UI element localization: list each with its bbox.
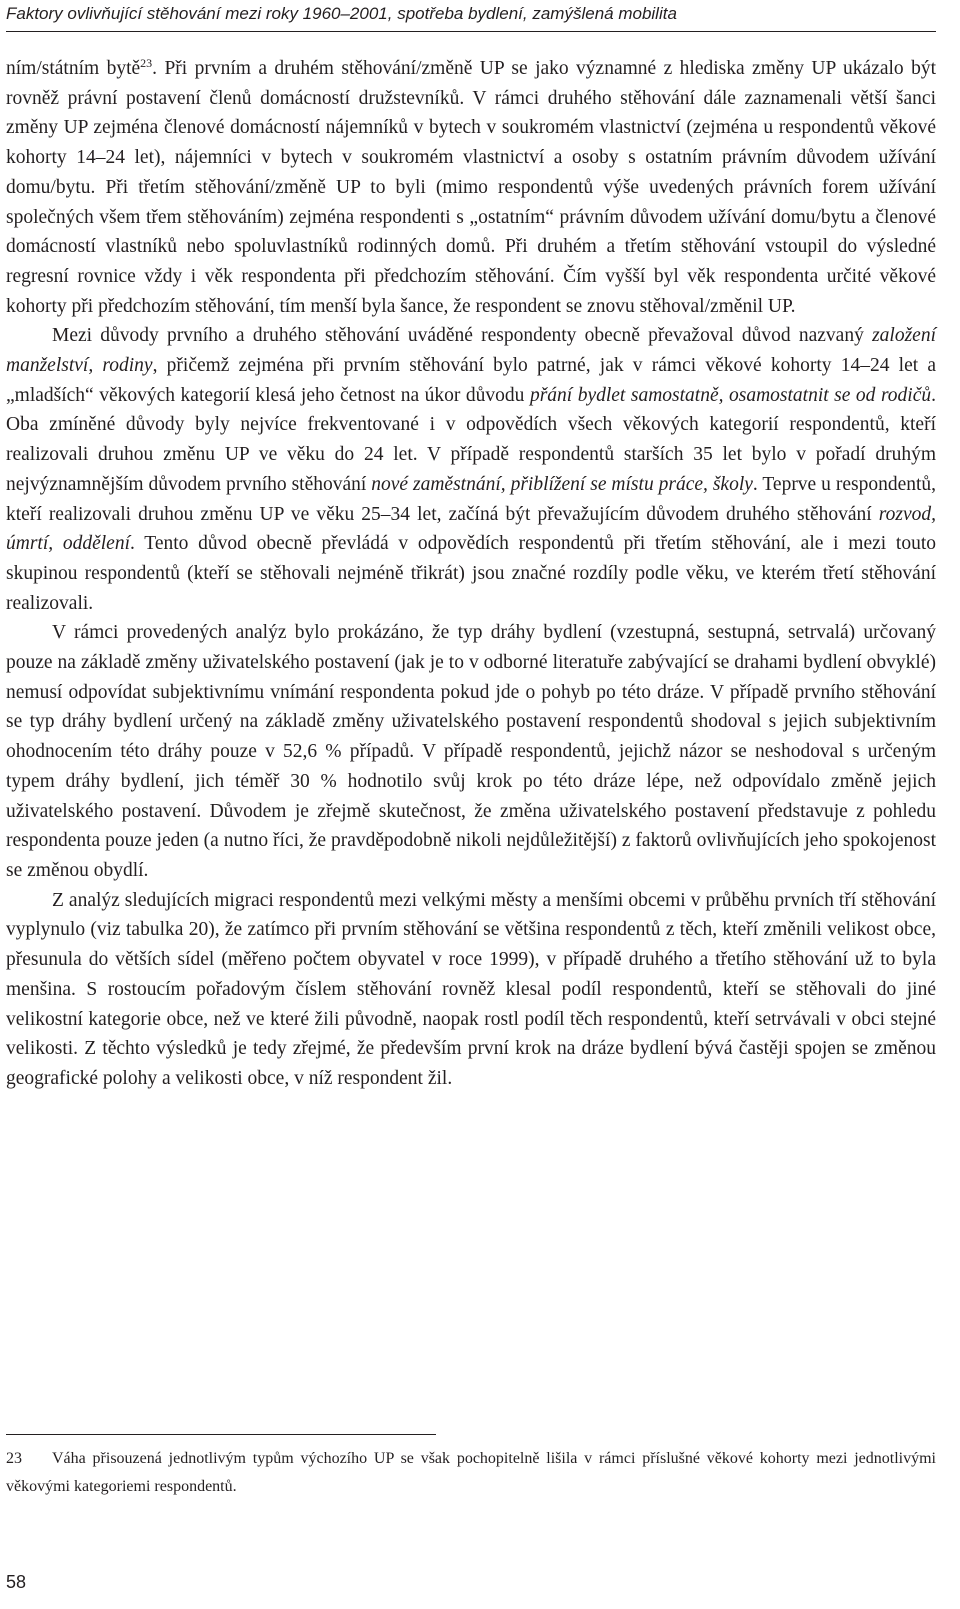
paragraph-2-part-a: Mezi důvody prvního a druhého stěhování uváděné respondenty obecně převažoval důvod nazvaný — [52, 325, 873, 347]
body-text — [6, 54, 936, 1094]
paragraph-3: V rámci provedených analýz bylo prokázáno, že typ dráhy bydlení (vzestupná, sestupná, setrvalá) určovaný pouze na základě změny uživatelského postavení (jak je to v odborné literatuře zabývající se drahami bydlení obvyklé) nemusí odpovídat subjektivnímu vnímání respondenta pokud jde o pohyb po této dráze. V případě prvního stěhování se typ dráhy bydlení určený na základě změny uživatelského postavení respondentů shodoval s jejich subjektivním ohodnocením této dráhy pouze v 52,6 % případů. V případě respondentů, jejichž názor se neshodoval s určeným typem dráhy bydlení, jich téměř 30 % hodnotilo svůj krok po této dráze lépe, než odpovídalo změně jejich uživatelského postavení. Důvodem je zřejmě skutečnost, že změna uživatelského postavení představuje z pohledu respondenta pouze jeden (a nutno říci, že pravděpodobně nikoli nejdůležitější) z faktorů ovlivňujících jeho spokojenost se změnou obydlí. — [6, 622, 936, 881]
paragraph-2-part-e: . Tento důvod obecně převládá v odpovědích respondentů při třetím stěhování, ale i mezi touto skupinou respondentů (kteří se stěhovali nejméně třikrát) jsou značné rozdíly podle věku, ve kterém třetí stěhování realizovali. — [6, 533, 936, 614]
running-header: Faktory ovlivňující stěhování mezi roky 1960–2001, spotřeba bydlení, zamýšlená mobilita — [6, 4, 677, 23]
footnote-reference[interactable]: 23 — [140, 56, 153, 70]
paragraph-2-part-d: . Teprve u respondentů, kteří realizovali druhou změnu UP ve věku 25–34 let, začíná být převažujícím důvodem druhého stěhování — [6, 473, 937, 525]
paragraph-2-part-b: , přičemž zejména při prvním stěhování bylo patrné, jak v rámci věkové kohorty 14–24 let a „mladších“ věkových kategorií klesá jeho četnost na úkor důvodu — [6, 355, 936, 406]
emphasis-marriage: založení manželství, rodiny — [6, 325, 936, 377]
paragraph-1-rest: . Při prvním a druhém stěhování/změně UP se jako významné z hlediska změny UP ukázalo být rovněž právní postavení členů domácností družstevníků. V rámci druhého stěhování dále zaznamenali větší šanci změny UP zejména členové domácností nájemníků v bytech v soukromém vlastnictví (zejména u respondentů věkové kohorty 14–24 let), nájemníci v bytech v soukromém vlastnictví a osoby s ostatním právním důvodem užívání domu/bytu. Při třetím stěhování/změně UP to byli (mimo respondentů výše uvedených právních forem užívání společných všem třem stěhováním) zejména respondenti s „ostatním“ právním důvodem užívání domu/bytu a členové domácností vlastníků nebo spoluvlastníků rodinných domů. Při druhém a třetím stěhování vstoupil do výsledné regresní rovnice vždy i věk respondenta při předchozím stěhování. Čím vyšší byl věk respondenta určité věkové kohorty při předchozím stěhování, tím menší byla šance, že respondent se znovu stěhoval/změnil UP. — [6, 58, 936, 317]
paragraph-4: Z analýz sledujících migraci respondentů mezi velkými městy a menšími obcemi v průběhu prvních tří stěhování vyplynulo (viz tabulka 20), že zatímco při prvním stěhování se většina respondentů z těch, kteří změnili velikost obce, přesunula do větších sídel (měřeno počtem obyvatel v roce 1999), v případě druhého a třetího stěhování už to byla menšina. S rostoucím pořadovým číslem stěhování rovněž klesal podíl respondentů, kteří se stěhovali do jiné velikostní kategorie obce, než ve které žili původně, naopak rostl podíl těch respondentů, kteří setrvávali v obci stejné velikosti. Z těchto výsledků je tedy zřejmé, že především první krok na dráze bydlení bývá častěji spojen se změnou geografické polohy a velikosti obce, v níž respondent žil. — [6, 889, 936, 1089]
paragraph-2-part-c: . Oba zmíněné důvody byly nejvíce frekventované i v odpovědích všech věkových kategorií respondentů, kteří realizovali druhou změnu UP ve věku do 24 let. V případě respondentů starších 35 let bylo v pořadí druhým nejvýznamnějším důvodem prvního stěhování — [6, 384, 937, 495]
emphasis-divorce: rozvod, úmrtí, oddělení — [6, 503, 936, 555]
footnote-mark: 23 — [6, 1450, 22, 1467]
footnote — [6, 1445, 936, 1501]
footnote-text: Váha přisouzená jednotlivým typům výchozího UP se však pochopitelně lišila v rámci příslušné věkové kohorty mezi jednotlivými věkovými kategoriemi respondentů. — [6, 1450, 936, 1495]
emphasis-independence: přání bydlet samostatně, osamostatnit se od rodičů — [529, 384, 932, 406]
header-rule — [6, 31, 936, 32]
page-number: 58 — [6, 1572, 27, 1592]
paragraph-2 — [6, 321, 936, 618]
footnote-rule — [6, 1434, 436, 1435]
emphasis-new-job: nové zaměstnání, přiblížení se místu práce, školy — [371, 473, 753, 495]
paragraph-1-start: ním/státním bytě — [6, 58, 141, 79]
paragraph-1 — [6, 54, 936, 321]
